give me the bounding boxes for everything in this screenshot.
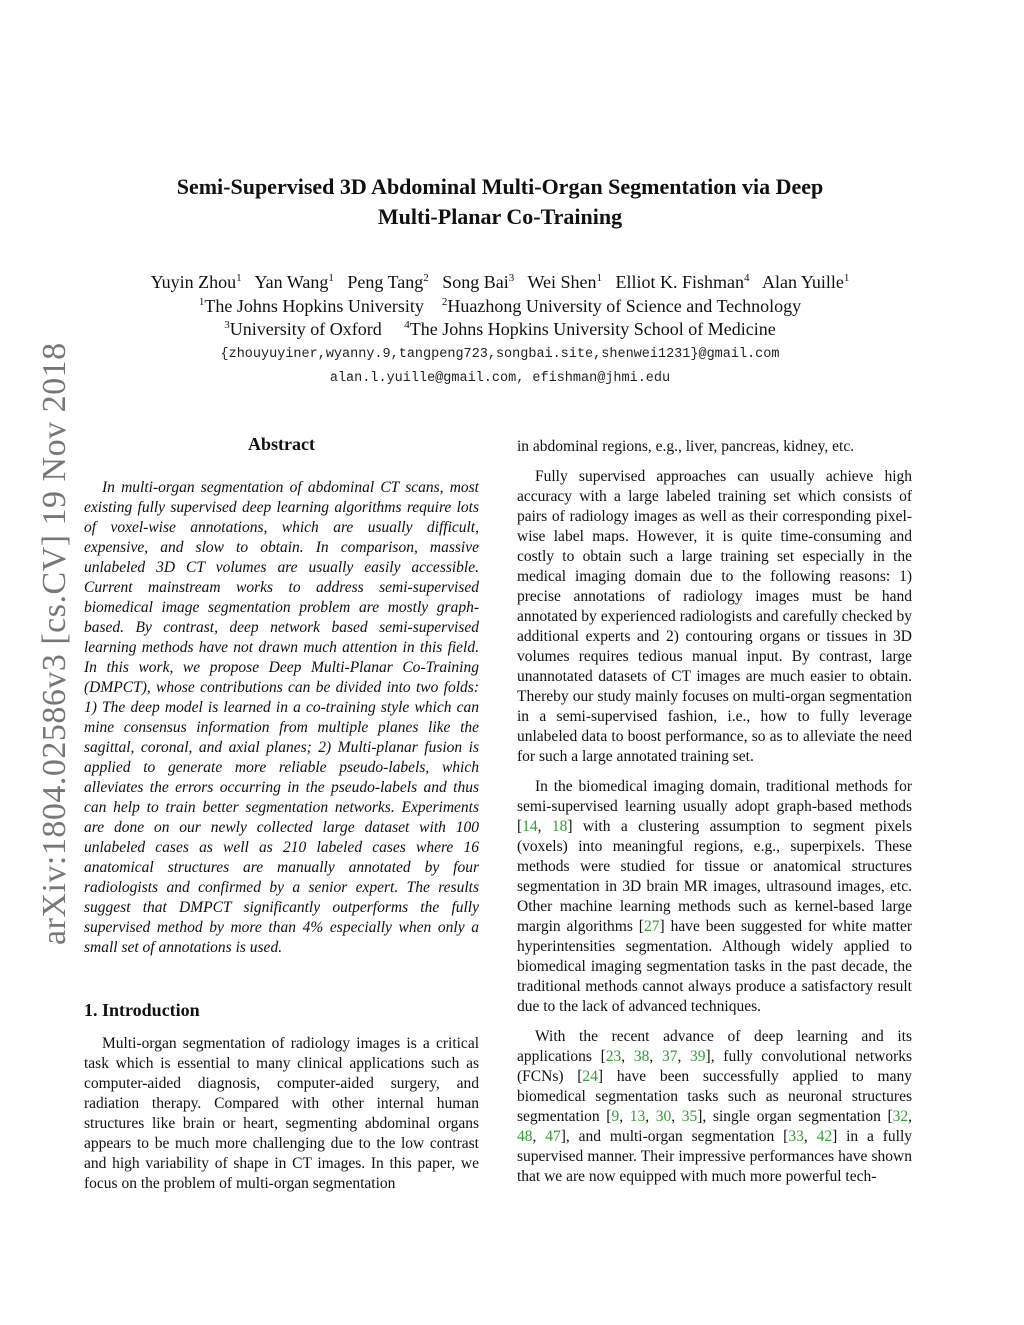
citation-link[interactable]: 30 [655, 1108, 672, 1125]
paragraph-text: With the recent advance of deep learning and its applications [ [517, 1028, 912, 1065]
citation-link[interactable]: 47 [545, 1128, 561, 1145]
citation-link[interactable]: 42 [816, 1128, 833, 1145]
paragraph-text: ] in a fully supervised manner. Their impressive performances have shown that we are now equipped with much more powerful tech- [517, 1128, 913, 1185]
author-name: Wei Shen [527, 272, 597, 292]
paragraph-text: ] have been successfully applied to many biomedical segmentation tasks such as neuronal structures segmentation [ [517, 1068, 912, 1125]
citation-link[interactable]: 32 [892, 1108, 909, 1125]
paper-title [120, 172, 880, 232]
arxiv-identifier-stamp: arXiv:1804.02586v3 [cs.CV] 19 Nov 2018 [36, 342, 73, 945]
author-list [80, 270, 920, 294]
affiliation-line-1 [80, 294, 920, 318]
citation-link[interactable]: 14 [522, 818, 538, 835]
affiliation-name: The Johns Hopkins University [204, 296, 424, 316]
author-name: Peng Tang [347, 272, 424, 292]
author-affiliation-mark: 2 [423, 272, 429, 284]
paragraph: Fully supervised approaches can usually achieve high accuracy with a large labeled training set which consists of pairs of radiology images as well as their corresponding pixel-wise label maps. However, it is quite time-consuming and costly to obtain such a large training set especially in the medical imaging domain due to the following reasons: 1) precise annotations of radiology images must be hand annotated by experienced radiologists and carefully checked by additional experts and 2) contouring organs or tissues in 3D volumes requires tedious manual input. By contrast, large unannotated datasets of CT images are much easier to obtain. Thereby our study mainly focuses on multi-organ segmentation in a semi-supervised fashion, i.e., how to fully leverage unlabeled data to boost performance, so as to alleviate the need for such a large annotated training set. [517, 468, 912, 765]
affiliation-mark: 3 [224, 319, 230, 331]
affiliation-line-2 [80, 317, 920, 341]
author-affiliation-mark: 3 [508, 272, 515, 284]
affiliation-mark: 1 [198, 296, 205, 308]
abstract-body: In multi-organ segmentation of abdominal CT scans, most existing fully supervised deep learning algorithms require lots of voxel-wise annotations, which are usually difficult, expensive, and slow to obtain. In comparison, massive unlabeled 3D CT volumes are usually easily accessible. Current mainstream works to address semi-supervised biomedical image segmentation problem are mostly graph-based. By contrast, deep network based semi-supervised learning methods have not drawn much attention in this field. In this work, we propose Deep Multi-Planar Co-Training (DMPCT), whose contributions can be divided into two folds: 1) The deep model is learned in a co-training style which can mine consensus information from multiple planes like the sagittal, coronal, and axial planes; 2) Multi-planar fusion is applied to generate more reliable pseudo-labels, which alleviates the errors occurring in the pseudo-labels and thus can help to train better segmentation networks. Experiments are done on our newly collected large dataset with 100 unlabeled cases as well as 210 labeled cases where 16 anatomical structures are manually annotated by four radiologists and confirmed by a senior expert. The results suggest that DMPCT significantly outperforms the fully supervised method by more than 4% especially when only a small set of annotations is used. [84, 479, 479, 956]
citation-link[interactable]: 35 [681, 1108, 698, 1125]
email-line-2: alan.l.yuille@gmail.com, efishman@jhmi.edu [329, 371, 671, 386]
paragraph-text: ], single organ segmentation [ [697, 1108, 893, 1125]
paragraph: in abdominal regions, e.g., liver, pancreas, kidney, etc. [517, 438, 855, 455]
paragraph-text: ] with a clustering assumption to segment pixels (voxels) into meaningful regions, e.g., superpixels. These methods were studied for tissue or anatomical structures segmentation in 3D brain MR images, ultrasound images, etc. Other machine learning methods such as kernel-based large margin algorithms [ [517, 818, 912, 935]
paragraph-text: In the biomedical imaging domain, traditional methods for semi-supervised learning usually adopt graph-based methods [ [517, 778, 912, 835]
author-affiliation-mark: 1 [843, 272, 850, 284]
author-name: Song Bai [442, 272, 509, 292]
citation-link[interactable]: 13 [629, 1108, 646, 1125]
author-name: Yan Wang [254, 272, 329, 292]
author-affiliation-mark: 1 [328, 272, 334, 284]
citation-link[interactable]: 23 [605, 1048, 622, 1065]
author-affiliation-mark: 1 [596, 272, 603, 284]
email-line-1: {zhouyuyiner,wyanny.9,tangpeng723,songbai.site,shenwei1231}@gmail.com [220, 347, 780, 362]
citation-link[interactable]: 9 [611, 1108, 620, 1125]
citation-link[interactable]: 27 [643, 918, 660, 935]
citation-link[interactable]: 48 [517, 1128, 533, 1145]
introduction-body-left: Multi-organ segmentation of radiology images is a critical task which is essential to many clinical applications such as computer-aided diagnosis, computer-aided surgery, and radiation therapy. Compared with other internal human structures like brain or heart, segmenting abdominal organs appears to be much more challenging due to the low contrast and high variability of shape in CT images. In this paper, we focus on the problem of multi-organ segmentation [84, 1035, 479, 1192]
citation-link[interactable]: 37 [661, 1048, 678, 1065]
introduction-body-right [517, 437, 912, 1197]
paragraph-text: ] have been suggested for white matter hyperintensities segmentation. Although widely applied to biomedical imaging segmentation tasks in the past decade, the traditional methods cannot always produce a satisfactory result due to the lack of advanced techniques. [517, 918, 912, 1015]
affiliation-name: University of Oxford [229, 319, 382, 339]
abstract-heading: Abstract [248, 434, 315, 454]
title-line-1: Semi-Supervised 3D Abdominal Multi-Organ Segmentation via Deep [176, 174, 824, 199]
author-affiliation-mark: 1 [236, 272, 242, 284]
paragraph-text: ], fully convolutional networks (FCNs) [ [517, 1048, 913, 1085]
affiliation-mark: 4 [404, 319, 410, 331]
paragraph: In the biomedical imaging domain, traditional methods for semi-supervised learning usually adopt graph-based methods [14, 18] with a clustering assumption to segment pixels (voxels) into meaningful regions, e.g., superpixels. These methods were studied for tissue or anatomical structures segmentation in 3D brain MR images, ultrasound images, etc. Other machine learning methods such as kernel-based large margin algorithms [27] have been suggested for white matter hyperintensities segmentation. Although widely applied to biomedical imaging segmentation tasks in the past decade, the traditional methods cannot always produce a satisfactory result due to the lack of advanced techniques. [517, 778, 912, 1015]
author-name: Yuyin Zhou [150, 272, 237, 292]
author-name: Elliot K. Fishman [615, 272, 745, 292]
citation-link[interactable]: 18 [551, 818, 568, 835]
affiliation-name: The Johns Hopkins University School of Medicine [409, 319, 776, 339]
affiliation-mark: 2 [441, 296, 448, 308]
author-affiliation-mark: 4 [744, 272, 750, 284]
citation-link[interactable]: 39 [690, 1048, 706, 1065]
citation-link[interactable]: 38 [633, 1048, 650, 1065]
introduction-heading: 1. Introduction [84, 1000, 200, 1020]
citation-link[interactable]: 33 [788, 1128, 804, 1145]
paragraph-text: ], and multi-organ segmentation [ [560, 1128, 789, 1145]
citation-link[interactable]: 24 [582, 1068, 598, 1085]
title-line-2: Multi-Planar Co-Training [377, 204, 623, 229]
paragraph: With the recent advance of deep learning and its applications [23, 38, 37, 39], fully convolutional networks (FCNs) [24] have been successfully applied to many biomedical segmentation tasks such as neuronal structures segmentation [9, 13, 30, 35], single organ segmentation [32, 48, 47], and multi-organ segmentation [33, 42] in a fully supervised manner. Their impressive performances have shown that we are now equipped with much more powerful tech- [517, 1028, 913, 1185]
affiliation-name: Huazhong University of Science and Technology [447, 296, 802, 316]
author-name: Alan Yuille [762, 272, 844, 292]
